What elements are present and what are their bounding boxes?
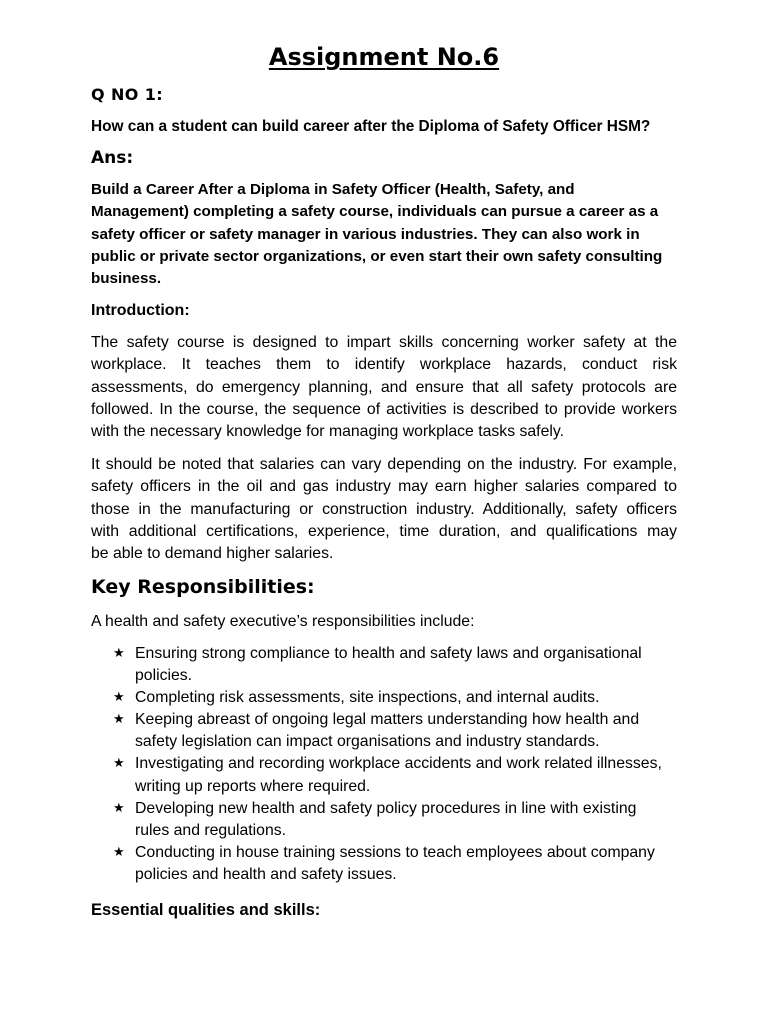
star-bullet-icon (113, 709, 125, 731)
salary-paragraph (91, 454, 677, 565)
responsibility-item (135, 753, 695, 797)
responsibilities-lead: A health and safety executive’s responsibilities include: (91, 613, 475, 630)
essential-qualities-heading: Essential qualities and skills: (91, 901, 321, 919)
answer-summary (91, 179, 677, 290)
assignment-title: Assignment No.6 (268, 43, 500, 71)
paragraph-line: It should be noted that salaries can vary depending on the industry. For example, (91, 456, 677, 473)
responsibility-line: writing up reports where required. (135, 777, 371, 795)
star-bullet-icon (113, 643, 125, 665)
answer-label: Ans: (91, 148, 134, 168)
responsibility-item (135, 842, 695, 886)
introduction-heading: Introduction: (91, 302, 190, 319)
paragraph-line: The safety course is designed to impart skills concerning worker safety at the (91, 334, 677, 351)
responsibility-line: Conducting in house training sessions to teach employees about company (135, 843, 655, 861)
responsibility-item (135, 798, 695, 842)
answer-summary-line: business. (91, 270, 162, 288)
paragraph-line: workplace. It teaches them to identify workplace hazards, conduct risk (91, 356, 677, 374)
star-bullet-icon (113, 687, 125, 709)
paragraph-line: safety officers in the oil and gas industry may earn higher salaries compared to (91, 478, 677, 496)
responsibility-line: safety legislation can impact organisations and industry standards. (135, 733, 600, 751)
responsibility-line: Keeping abreast of ongoing legal matters understanding how health and (135, 711, 640, 729)
responsibility-line: policies and health and safety issues. (135, 865, 397, 883)
star-bullet-icon (113, 842, 125, 864)
paragraph-line: be able to demand higher salaries. (91, 545, 334, 563)
answer-summary-line: public or private sector organizations, or even start their own safety consulting (91, 247, 663, 265)
answer-summary-line: Management) completing a safety course, individuals can pursue a career as a (91, 203, 659, 221)
responsibilities-list (135, 643, 695, 886)
responsibility-line: Completing risk assessments, site inspections, and internal audits. (135, 689, 600, 707)
question-label: Q NO 1: (91, 85, 164, 104)
responsibility-item (135, 687, 695, 709)
answer-summary-line: safety officer or safety manager in various industries. They can also work in (91, 225, 640, 243)
responsibility-line: policies. (135, 667, 193, 685)
responsibility-item (135, 643, 695, 687)
responsibility-line: rules and regulations. (135, 821, 287, 839)
paragraph-line: with the necessary knowledge for managing workplace tasks safely. (91, 423, 564, 441)
paragraph-line: those in the manufacturing or construction industry. Additionally, safety officers (91, 500, 677, 518)
responsibility-line: Investigating and recording workplace accidents and work related illnesses, (135, 755, 662, 773)
introduction-paragraph (91, 332, 677, 443)
star-bullet-icon (113, 798, 125, 820)
star-bullet-icon (113, 753, 125, 775)
responsibility-line: Developing new health and safety policy procedures in line with existing (135, 799, 637, 817)
responsibility-line: Ensuring strong compliance to health and safety laws and organisational (135, 645, 642, 662)
answer-summary-line: Build a Career After a Diploma in Safety Officer (Health, Safety, and (91, 181, 575, 198)
responsibilities-heading: Key Responsibilities: (91, 576, 315, 598)
question-text: How can a student can build career after the Diploma of Safety Officer HSM? (91, 118, 651, 135)
paragraph-line: followed. In the course, the sequence of activities is described to provide workers (91, 400, 677, 418)
paragraph-line: assessments, do emergency planning, and ensure that all safety protocols are (91, 378, 677, 396)
paragraph-line: with additional certifications, experience, time duration, and qualifications may (91, 522, 677, 540)
responsibility-item (135, 709, 695, 753)
